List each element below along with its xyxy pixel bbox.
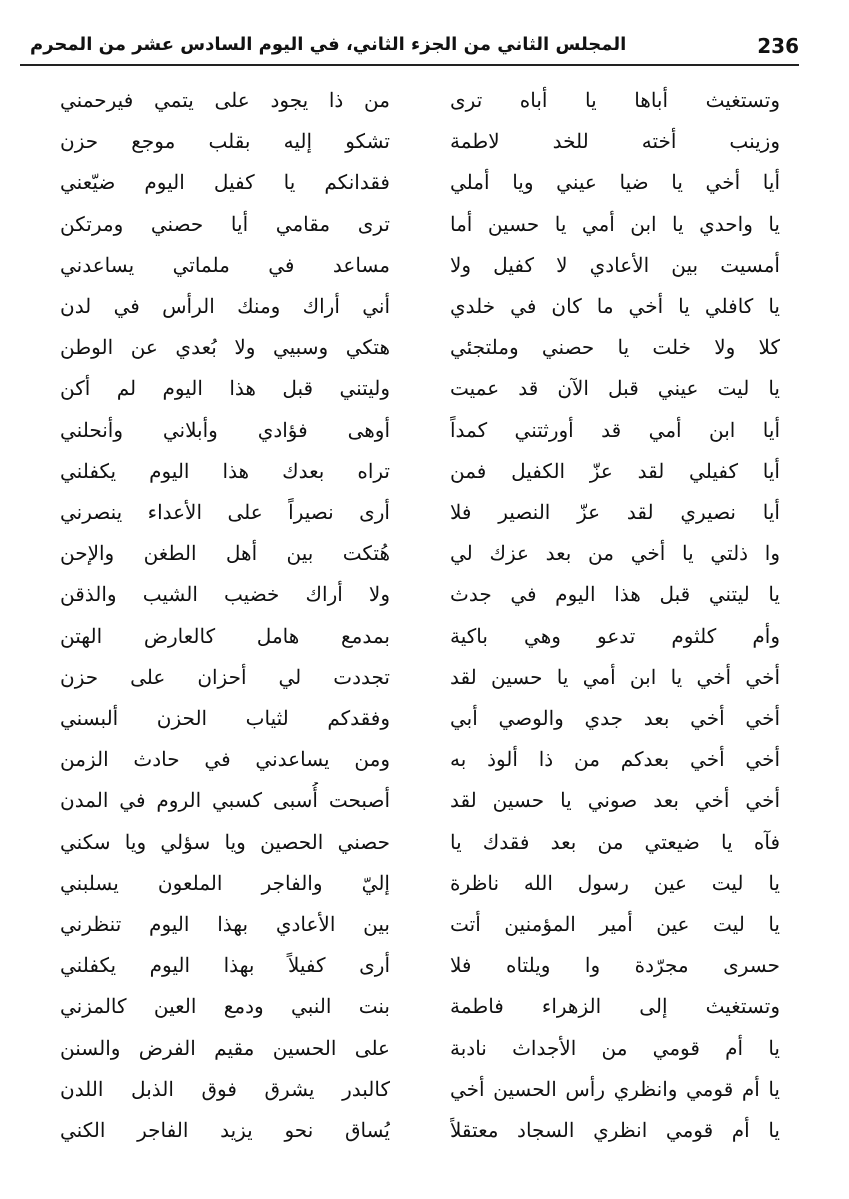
verse-second-hemistich: هُتكت بين أهل الطغن والإحن	[60, 541, 390, 566]
verse-second-hemistich: فقدانكم يا كفيل اليوم ضيّعني	[60, 170, 390, 195]
verse-line	[60, 576, 780, 617]
verse-second-hemistich: أرى كفيلاً بهذا اليوم يكفلني	[60, 953, 390, 978]
verse-second-hemistich: بنت النبي ودمع العين كالمزني	[60, 994, 390, 1019]
verse-first-hemistich: يا أم قومي من الأجداث نادبة	[450, 1035, 780, 1060]
verse-line	[60, 618, 780, 659]
verse-second-hemistich: بين الأعادي بهذا اليوم تنظرني	[60, 912, 390, 936]
verse-second-hemistich: تراه بعدك هذا اليوم يكفلني	[60, 458, 390, 483]
verse-line	[60, 288, 780, 329]
verse-line	[60, 824, 780, 865]
verse-line	[60, 494, 780, 535]
page-number: 236	[757, 34, 799, 58]
verse-first-hemistich: فآه يا ضيعتي من بعد فقدك يا	[450, 829, 780, 854]
verse-first-hemistich: أيا أخي يا ضيا عيني ويا أملي	[450, 170, 780, 195]
verse-line	[60, 370, 780, 411]
verse-first-hemistich: أيا نصيري لقد عزّ النصير فلا	[450, 500, 780, 524]
verse-second-hemistich: وفقدكم لثياب الحزن ألبسني	[60, 706, 390, 730]
verse-line	[60, 123, 780, 164]
verse-line	[60, 535, 780, 576]
verse-second-hemistich: وليتني قبل هذا اليوم لم أكن	[60, 376, 390, 401]
verse-second-hemistich: ترى مقامي أيا حصني ومرتكن	[60, 211, 390, 236]
verse-line	[60, 329, 780, 370]
verse-line	[60, 947, 780, 988]
verse-line	[60, 1030, 780, 1071]
verse-first-hemistich: يا ليتني قبل هذا اليوم في جدث	[450, 582, 780, 607]
verse-line	[60, 988, 780, 1029]
verse-line	[60, 412, 780, 453]
verse-second-hemistich: أوهى فؤادي وأبلاني وأنحلني	[60, 417, 390, 442]
verse-first-hemistich: وتستغيث أباها يا أباه ترى	[450, 88, 780, 112]
verse-line	[60, 247, 780, 288]
verse-second-hemistich: أني أراك ومنك الرأس في لدن	[60, 294, 390, 318]
verse-first-hemistich: كلا ولا خلت يا حصني وملتجئي	[450, 335, 780, 360]
verse-line	[60, 1071, 780, 1112]
verse-second-hemistich: هتكي وسبيي ولا بُعدي عن الوطن	[60, 335, 390, 360]
verse-line	[60, 453, 780, 494]
verse-first-hemistich: يا ليت عين رسول الله ناظرة	[450, 870, 780, 895]
verse-first-hemistich: يا ليت عيني قبل الآن قد عميت	[450, 376, 780, 401]
verse-first-hemistich: يا أم قومي انظري السجاد معتقلاً	[450, 1118, 780, 1142]
verse-second-hemistich: تشكو إليه بقلب موجع حزن	[60, 129, 390, 154]
verse-first-hemistich: وأم كلثوم تدعو وهي باكية	[450, 623, 780, 648]
verse-second-hemistich: أرى نصيراً على الأعداء ينصرني	[60, 500, 390, 524]
verse-first-hemistich: أخي أخي بعد جدي والوصي أبي	[450, 706, 780, 730]
verse-second-hemistich: من ذا يجود على يتمي فيرحمني	[60, 88, 390, 112]
verse-first-hemistich: يا واحدي يا ابن أمي يا حسين أما	[450, 211, 780, 236]
verse-line	[60, 782, 780, 823]
verse-second-hemistich: حصني الحصين ويا سؤلي ويا سكني	[60, 829, 390, 854]
verse-first-hemistich: وا ذلتي يا أخي من بعد عزك لي	[450, 541, 780, 566]
verse-second-hemistich: يُساق نحو يزيد الفاجر الكني	[60, 1118, 390, 1142]
verse-first-hemistich: أيا كفيلي لقد عزّ الكفيل فمن	[450, 458, 780, 483]
verse-first-hemistich: وزينب أخته للخد لاطمة	[450, 129, 780, 154]
verse-second-hemistich: كالبدر يشرق فوق الذبل اللدن	[60, 1076, 390, 1101]
verse-line	[60, 206, 780, 247]
verse-first-hemistich: أخي أخي بعدكم من ذا ألوذ به	[450, 747, 780, 772]
verse-first-hemistich: أخي أخي بعد صوني يا حسين لقد	[450, 788, 780, 813]
verse-first-hemistich: أمسيت بين الأعادي لا كفيل ولا	[450, 252, 780, 277]
verse-line	[60, 659, 780, 700]
page-header	[20, 28, 799, 66]
verse-first-hemistich: يا أم قومي وانظري رأس الحسين أخي	[450, 1076, 780, 1101]
verse-second-hemistich: أصبحت أُسبى كسبي الروم في المدن	[60, 788, 390, 813]
verse-second-hemistich: تجددت لي أحزان على حزن	[60, 664, 390, 689]
poem-body	[60, 82, 780, 1172]
verse-second-hemistich: ولا أراك خضيب الشيب والذقن	[60, 582, 390, 607]
verse-line	[60, 1112, 780, 1153]
verse-first-hemistich: وتستغيث إلى الزهراء فاطمة	[450, 994, 780, 1019]
verse-second-hemistich: مساعد في ملماتي يساعدني	[60, 252, 390, 277]
verse-line	[60, 82, 780, 123]
verse-line	[60, 700, 780, 741]
verse-first-hemistich: حسرى مجرّدة وا ويلتاه فلا	[450, 953, 780, 978]
verse-line	[60, 164, 780, 205]
verse-first-hemistich: يا ليت عين أمير المؤمنين أتت	[450, 912, 780, 936]
verse-first-hemistich: أخي أخي يا ابن أمي يا حسين لقد	[450, 664, 780, 689]
verse-line	[60, 741, 780, 782]
verse-second-hemistich: بمدمع هامل كالعارض الهتن	[60, 623, 390, 648]
verse-line	[60, 906, 780, 947]
verse-second-hemistich: إليّ والفاجر الملعون يسلبني	[60, 870, 390, 895]
verse-first-hemistich: يا كافلي يا أخي ما كان في خلدي	[450, 294, 780, 318]
verse-first-hemistich: أيا ابن أمي قد أورثتني كمداً	[450, 417, 780, 442]
running-title: المجلس الثاني من الجزء الثاني، في اليوم السادس عشر من المحرم	[30, 34, 627, 55]
verse-line	[60, 865, 780, 906]
verse-second-hemistich: على الحسين مقيم الفرض والسنن	[60, 1035, 390, 1060]
verse-second-hemistich: ومن يساعدني في حادث الزمن	[60, 747, 390, 772]
